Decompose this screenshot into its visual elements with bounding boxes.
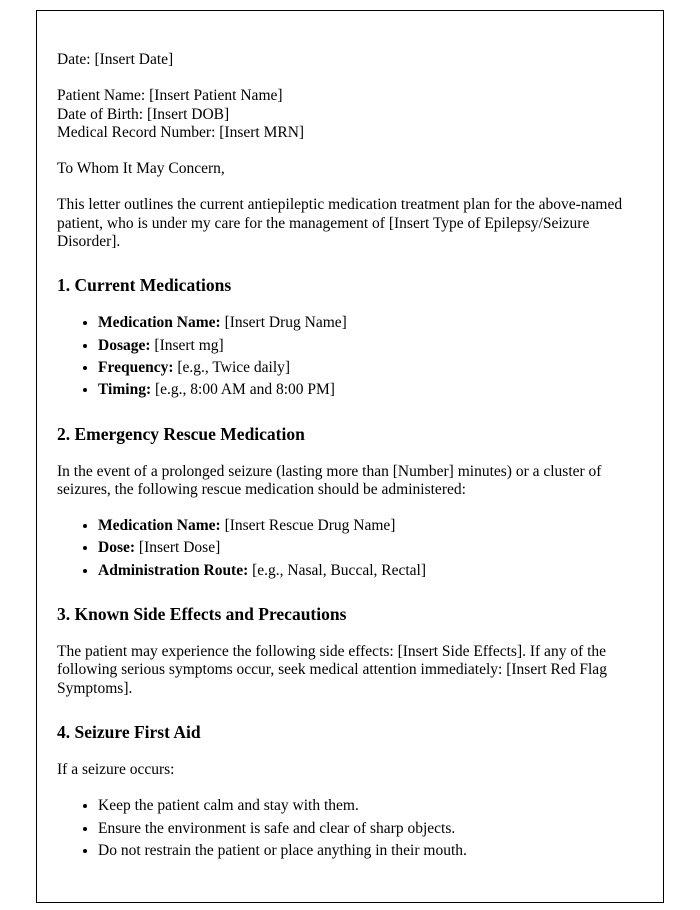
- bullet-value: [Insert Drug Name]: [220, 314, 347, 332]
- patient-name-line: Patient Name: [Insert Patient Name]: [57, 87, 283, 105]
- letter-page: [36, 10, 664, 903]
- bullet-label: Dosage:: [98, 336, 151, 354]
- rescue-medication-list: [57, 517, 641, 580]
- patient-info-block: [57, 87, 641, 142]
- first-aid-intro: If a seizure occurs:: [57, 761, 175, 779]
- bullet-label: Medication Name:: [98, 314, 221, 332]
- side-effects-paragraph: The patient may experience the following side effects: [Insert Side Effects]. If any of the following serious symptoms occur, seek medical attention immediately: [Insert Red Flag Symptoms].: [57, 643, 607, 697]
- list-item: [98, 562, 641, 580]
- current-medications-list: [57, 314, 641, 399]
- bullet-value: [e.g., 8:00 AM and 8:00 PM]: [151, 381, 335, 399]
- bullet-label: Dose:: [98, 539, 136, 557]
- list-item: • Keep the patient calm and stay with them.: [98, 797, 641, 815]
- section-heading-side-effects-precautions: 3. Known Side Effects and Precautions: [57, 604, 347, 625]
- medical-record-number-line: Medical Record Number: [Insert MRN]: [57, 123, 305, 141]
- list-item: [98, 381, 641, 399]
- bullet-value: [e.g., Nasal, Buccal, Rectal]: [248, 561, 427, 579]
- list-item: [98, 337, 641, 355]
- list-item: [98, 517, 641, 535]
- list-item: • Ensure the environment is safe and clear of sharp objects.: [98, 820, 641, 838]
- section-heading-current-medications: 1. Current Medications: [57, 275, 232, 296]
- bullet-label: Timing:: [98, 381, 152, 399]
- salutation: To Whom It May Concern,: [57, 160, 225, 178]
- section-heading-emergency-rescue-medication: 2. Emergency Rescue Medication: [57, 423, 305, 444]
- section-heading-seizure-first-aid: 4. Seizure First Aid: [57, 722, 201, 742]
- bullet-value: [Insert Rescue Drug Name]: [220, 517, 396, 535]
- bullet-value: [Insert Dose]: [135, 539, 221, 557]
- intro-paragraph: This letter outlines the current antiepileptic medication treatment plan for the above-named patient, who is under my care for the management of [Insert Type of Epilepsy/Seizure Disorder].: [57, 196, 623, 250]
- first-aid-list: [57, 797, 641, 860]
- bullet-value: [Insert mg]: [150, 336, 224, 354]
- list-item: [98, 314, 641, 332]
- date-line: Date: [Insert Date]: [57, 51, 174, 68]
- bullet-label: Medication Name:: [98, 517, 221, 535]
- bullet-value: [e.g., Twice daily]: [173, 358, 291, 376]
- list-item: [98, 359, 641, 377]
- rescue-medication-paragraph: In the event of a prolonged seizure (lasting more than [Number] minutes) or a cluster of seizures, the following rescue medication should be administered:: [57, 462, 602, 498]
- list-item: • Do not restrain the patient or place anything in their mouth.: [98, 842, 641, 860]
- list-item: [98, 539, 641, 557]
- date-of-birth-line: Date of Birth: [Insert DOB]: [57, 105, 230, 123]
- bullet-label: Administration Route:: [98, 561, 249, 579]
- bullet-label: Frequency:: [98, 358, 174, 376]
